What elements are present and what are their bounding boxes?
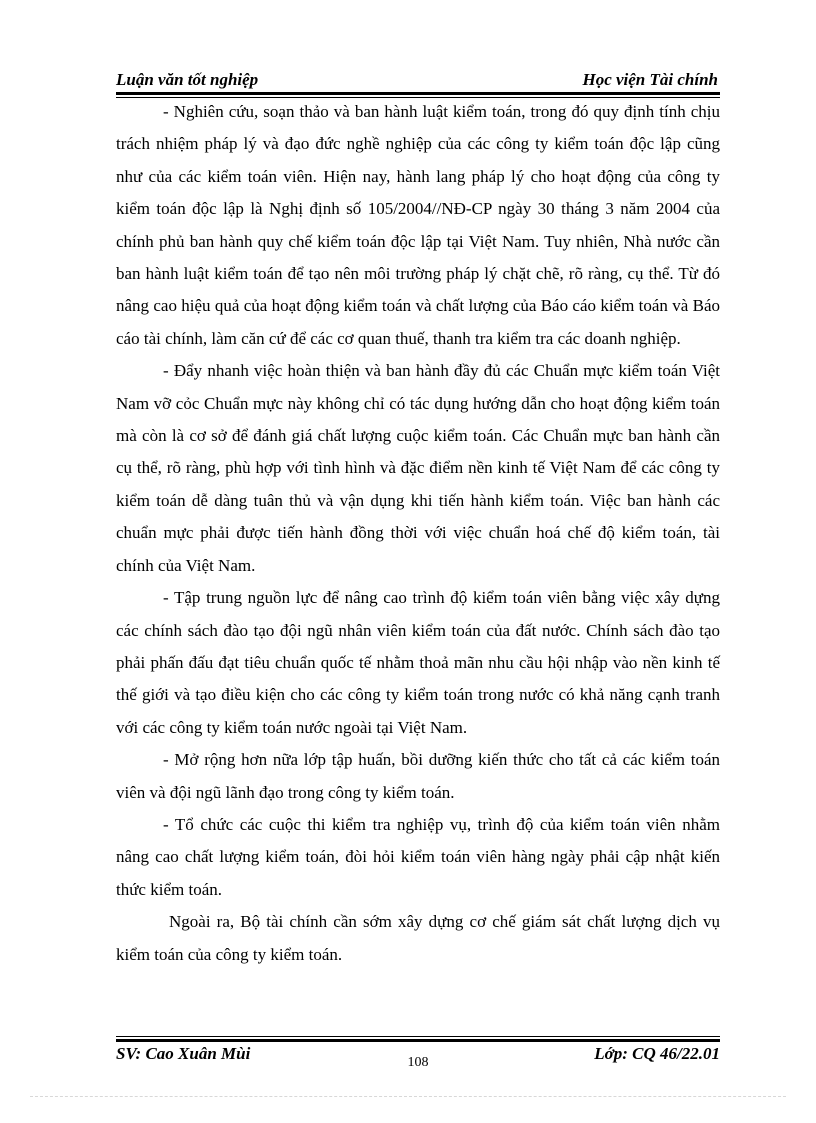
footer-rule-thick bbox=[116, 1039, 720, 1042]
header-rule-thick bbox=[116, 92, 720, 95]
page-footer bbox=[116, 1044, 720, 1074]
page-break-divider bbox=[30, 1096, 786, 1097]
paragraph-professional-exams: - Tổ chức các cuộc thi kiểm tra nghiệp vụ, trình độ của kiểm toán viên nhằm nâng cao chất lượng kiểm toán, đòi hỏi kiểm toán viên hàng ngày phải cập nhật kiến thức kiểm toán. bbox=[116, 814, 720, 899]
header-thesis-title: Luận văn tốt nghiệp bbox=[116, 70, 259, 89]
paragraph-auditor-training: - Tập trung nguồn lực để nâng cao trình độ kiểm toán viên bằng việc xây dựng các chính sách đào tạo đội ngũ nhân viên kiểm toán của đất nước. Chính sách đào tạo phải phấn đấu đạt tiêu chuẩn quốc tế nhằm thoả mãn nhu cầu hội nhập vào nền kinh tế thế giới và tạo điều kiện cho các công ty kiểm toán trong nước có khả năng cạnh tranh với các công ty kiểm toán nước ngoài tại Việt Nam. bbox=[116, 588, 720, 737]
page-header bbox=[116, 70, 720, 92]
page-number: 108 bbox=[407, 1055, 429, 1070]
footer-class: Lớp: CQ 46/22.01 bbox=[594, 1044, 720, 1063]
header-institution: Học viện Tài chính bbox=[582, 70, 718, 89]
paragraph-quality-supervision: Ngoài ra, Bộ tài chính cần sớm xây dựng cơ chế giám sát chất lượng dịch vụ kiểm toán của công ty kiểm toán. bbox=[116, 912, 720, 964]
paragraph-audit-law: - Nghiên cứu, soạn thảo và ban hành luật kiểm toán, trong đó quy định tính chịu trách nhiệm pháp lý và đạo đức nghề nghiệp của các công ty kiểm toán độc lập cũng như của các kiểm toán viên. Hiện nay, hành lang pháp lý cho hoạt động của công ty kiểm toán độc lập là Nghị định số 105/2004//NĐ-CP ngày 30 tháng 3 năm 2004 của chính phủ ban hành quy chế kiểm toán độc lập tại Việt Nam. Tuy nhiên, Nhà nước cần ban hành luật kiểm toán để tạo nên môi trường pháp lý chặt chẽ, rõ ràng, cụ thể. Từ đó nâng cao hiệu quả của hoạt động kiểm toán và chất lượng của Báo cáo kiểm toán và Báo cáo tài chính, làm căn cứ để các cơ quan thuế, thanh tra kiểm tra các doanh nghiệp. bbox=[116, 102, 720, 348]
paragraph-training-courses: - Mở rộng hơn nữa lớp tập huấn, bồi dưỡng kiến thức cho tất cả các kiểm toán viên và đội ngũ lãnh đạo trong công ty kiểm toán. bbox=[116, 750, 720, 802]
body-text bbox=[116, 96, 720, 971]
footer-rule-thin bbox=[116, 1036, 720, 1037]
paragraph-audit-standards: - Đẩy nhanh việc hoàn thiện và ban hành đầy đủ các Chuẩn mực kiểm toán Việt Nam vỡ cỏc Chuẩn mực này không chỉ có tác dụng hướng dẫn cho hoạt động kiểm toán mà còn là cơ sở để đánh giá chất lượng cuộc kiểm toán. Các Chuẩn mực ban hành cần cụ thể, rõ ràng, phù hợp với tình hình và đặc điểm nền kinh tế Việt Nam để các công ty kiểm toán dễ dàng tuân thủ và vận dụng khi tiến hành kiểm toán. Việc ban hành các chuẩn mực phải được tiến hành đồng thời với việc chuẩn hoá chế độ kiểm toán, tài chính của Việt Nam. bbox=[116, 361, 720, 575]
footer-student-name: SV: Cao Xuân Mùi bbox=[116, 1044, 251, 1063]
